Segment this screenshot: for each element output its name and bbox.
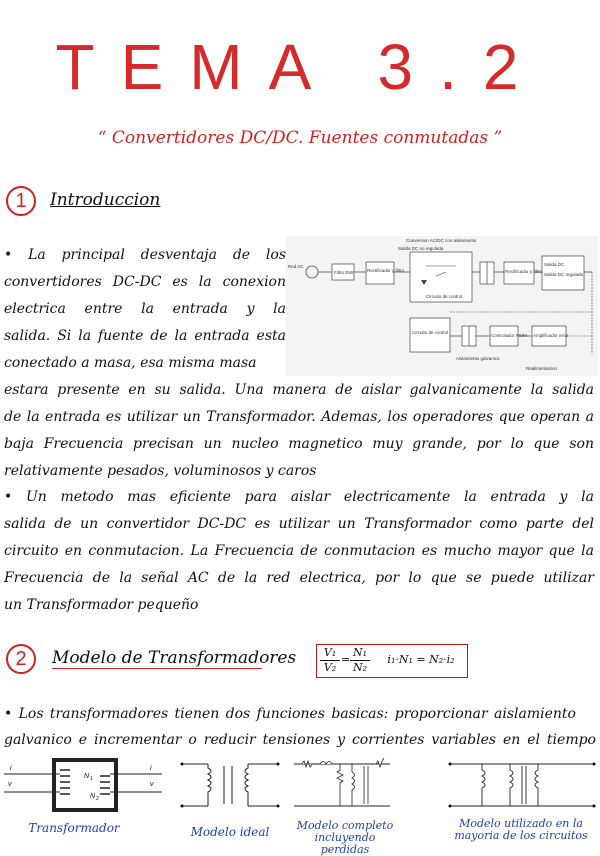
section-number-1: 1 <box>6 186 36 216</box>
coil-icon <box>535 764 538 806</box>
page-title: TEMA 3.2 <box>55 31 545 103</box>
resistor-icon <box>302 761 312 767</box>
svg-text:2: 2 <box>96 796 99 802</box>
figure-transformer <box>4 752 164 818</box>
text-line: conectado a masa, esa misma masa <box>4 355 257 371</box>
diagram-label-error-amp: Amplificador error <box>533 333 569 338</box>
diagram-label-feedback: Realimentacion <box>526 366 558 371</box>
section-number-2: 2 <box>6 644 36 674</box>
coil-icon <box>245 764 248 806</box>
svg-text:i: i <box>150 765 152 772</box>
diagram-caption: Conversion AC/DC con aislamiento <box>406 238 477 243</box>
figure-practical-model <box>448 752 596 818</box>
diagram-label-filter: Filtro EMI <box>334 270 354 275</box>
coil-icon <box>208 764 211 806</box>
diagram-label-rectifier-2: Rectificador y filtro <box>505 269 543 274</box>
diagram-label-control: Circuito de control <box>412 330 449 335</box>
formula-current-relation: i₁·N₁ = N₂·i₂ <box>387 653 455 666</box>
diagram-block-rectifier <box>366 262 394 284</box>
resistor-icon <box>337 764 343 806</box>
text-line: un Transformador pequeño <box>4 597 199 613</box>
formula-equals: = <box>341 653 351 666</box>
svg-text:v: v <box>150 781 154 788</box>
figure-caption: Transformador <box>28 821 120 835</box>
inductor-icon <box>320 762 332 765</box>
text-line: circuito en conmutacion. La Frecuencia de conmutacion es mucho mayor que la <box>4 543 594 559</box>
formula-v2: V₂ <box>323 661 337 674</box>
text-line: relativamente pesados, voluminosos y caros <box>4 463 317 479</box>
svg-text:N: N <box>90 793 96 800</box>
figure-caption: Modelo ideal <box>190 825 270 839</box>
section-heading-introduccion: Introduccion <box>50 190 161 210</box>
transformer-core-icon <box>54 760 116 810</box>
diagram-label-pwm: Controlador PWM <box>491 333 527 338</box>
diagram-label-driver: Circuito de control <box>426 294 463 299</box>
diagram-label-dc-regulated: Salida DC regulada <box>544 272 584 277</box>
text-line: • Los transformadores tienen dos funciones basicas: proporcionar aislamiento <box>4 706 576 722</box>
text-line: • Un metodo mas eficiente para aislar electricamente la entrada y la <box>4 489 594 505</box>
formula-n1: N₁ <box>352 646 368 659</box>
formula-n2: N₂ <box>352 661 368 674</box>
formula-box <box>316 644 468 678</box>
diagram-label-switch: Salida DC no regulada <box>398 246 444 251</box>
block-diagram-converter <box>286 236 598 376</box>
svg-text:N: N <box>84 773 90 780</box>
section-heading-modelo: Modelo de Transformadores <box>52 648 297 668</box>
diagram-label-dc-out: Salida DC <box>544 262 565 267</box>
svg-text:i: i <box>10 765 12 772</box>
text-line: convertidores DC-DC es la conexion <box>4 274 286 290</box>
diagram-label-isolation: Aislamiento galvanico <box>456 356 500 361</box>
text-line: electrica entre la entrada y la <box>4 301 286 317</box>
formula-v1: V₁ <box>323 646 337 659</box>
text-line: Frecuencia de la señal AC de la red electrica, por lo que se puede utilizar <box>4 570 594 586</box>
diagram-label-ac-in: Red AC <box>288 264 304 269</box>
text-line: baja Frecuencia precisan un nucleo magnetico muy grande, por lo que son <box>4 436 594 452</box>
section-heading-underline <box>52 668 262 669</box>
page-subtitle: “ Convertidores DC/DC. Fuentes conmutadas ” <box>97 128 503 148</box>
diagram-block-control <box>410 318 450 352</box>
figure-ideal-model <box>178 752 282 818</box>
text-line: galvanico e incrementar o reducir tensiones y corrientes variables en el tiempo <box>4 732 596 748</box>
diagram-label-rectifier: Rectificador y filtro <box>367 268 405 273</box>
svg-text:v: v <box>8 781 12 788</box>
figure-complete-model <box>292 752 392 818</box>
text-line: estara presente en su salida. Una manera de aislar galvanicamente la salida <box>4 382 594 398</box>
text-line: salida de un convertidor DC-DC es utilizar un Transformador como parte del <box>4 516 594 532</box>
text-line: de la entrada es utilizar un Transformador. Ademas, los operadores que operan a <box>4 409 594 425</box>
figure-caption: Modelo completo incluyendo perdidas <box>296 819 394 856</box>
svg-text:1: 1 <box>90 776 93 782</box>
text-line: • La principal desventaja de los <box>4 247 286 263</box>
magnetizing-inductor-icon <box>482 764 485 806</box>
coil-icon <box>510 764 513 806</box>
inductor-icon <box>352 764 355 806</box>
text-line: salida. Si la fuente de la entrada esta <box>4 328 286 344</box>
figure-caption: Modelo utilizado en la mayoria de los circuitos <box>454 817 588 842</box>
